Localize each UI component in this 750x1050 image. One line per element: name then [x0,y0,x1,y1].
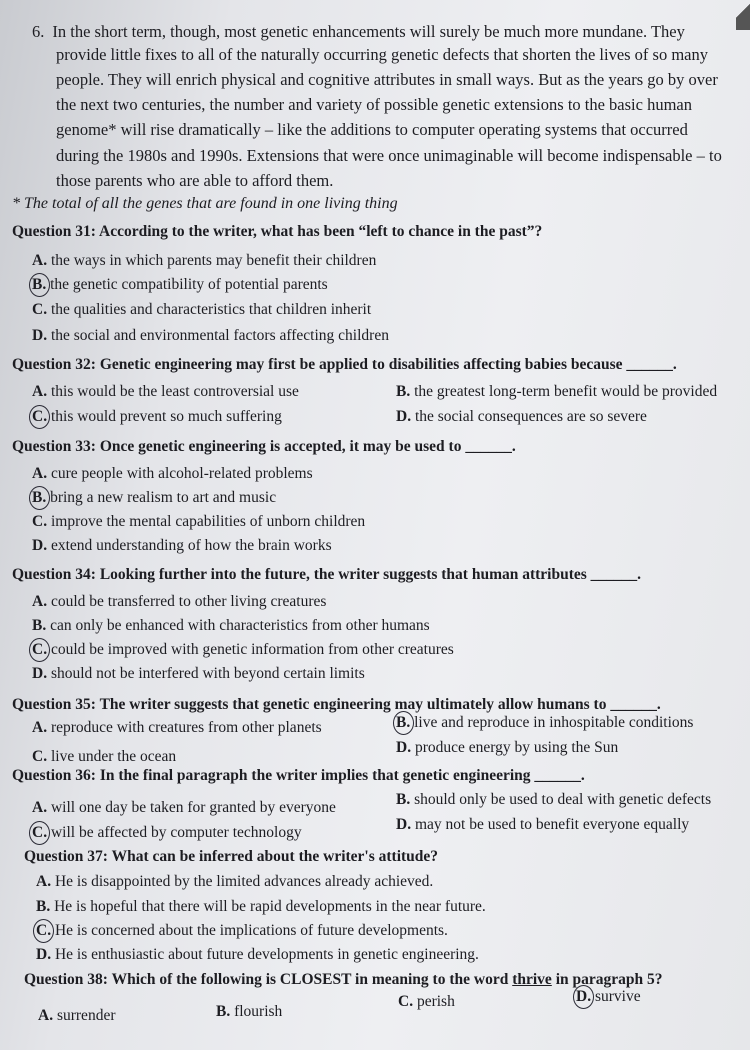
option-text: He is hopeful that there will be rapid developments in the near future. [54,898,486,915]
question-heading [12,222,542,242]
answer-option[interactable] [32,382,299,402]
answer-option[interactable] [32,640,454,660]
answer-option[interactable] [32,326,389,346]
passage-line [56,45,708,65]
option-letter: D. [396,739,412,756]
option-letter: D. [576,988,591,1005]
answer-option[interactable] [32,512,365,532]
answer-circle-mark [29,821,50,845]
option-letter: B. [32,489,46,506]
question-heading [12,565,641,585]
answer-circle-mark [29,273,50,297]
answer-option[interactable] [36,897,486,917]
answer-option[interactable] [38,1006,115,1026]
option-letter: B. [396,383,411,400]
answer-option[interactable] [32,664,365,684]
option-letter: B. [32,276,46,293]
passage-line-text: provide little fixes to all of the naturally occurring genetic defects that shorten the lives of so many [56,45,709,64]
option-text: live and reproduce in inhospitable conditions [414,714,694,731]
passage-line [56,146,746,166]
question-label: Question 33: [12,438,96,455]
answer-option[interactable] [396,713,693,733]
underlined-word: thrive [512,971,552,988]
option-letter: D. [32,327,48,344]
answer-option[interactable] [32,251,376,271]
option-letter: B. [32,617,47,634]
question-heading [24,970,663,990]
option-text: the genetic compatibility of potential parents [50,276,328,293]
answer-option[interactable] [32,823,302,843]
option-text: the qualities and characteristics that children inherit [50,301,372,318]
answer-circle-mark [29,486,50,510]
answer-option[interactable] [576,987,641,1007]
question-label: Question 35: [12,696,96,713]
question-text: The writer suggests that genetic engineering may ultimately allow humans to ______. [99,696,661,713]
option-text: He is concerned about the implications of future developments. [54,922,448,939]
option-letter: A. [32,465,48,482]
option-text: flourish [234,1003,283,1020]
question-label: Question 32: [12,356,96,373]
question-text: According to the writer, what has been “left to chance in the past”? [99,223,543,240]
option-letter: D. [396,816,412,833]
question-label: Question 36: [12,767,96,784]
passage-line-text: those parents who are able to afford them. [56,171,334,190]
answer-option[interactable] [396,738,618,758]
option-letter: B. [216,1003,231,1020]
question-text: What can be inferred about the writer's attitude? [111,848,439,865]
option-text: this would prevent so much suffering [50,408,282,425]
answer-option[interactable] [32,300,371,320]
option-text: could be improved with genetic information from other creatures [50,641,454,658]
option-letter: A. [32,719,48,736]
answer-option[interactable] [32,747,176,767]
answer-option[interactable] [32,798,336,818]
option-text: can only be enhanced with characteristics from other humans [50,617,430,634]
option-letter: C. [32,513,48,530]
answer-option[interactable] [396,382,717,402]
passage-line [56,171,746,191]
option-text: could be transferred to other living creatures [50,593,327,610]
answer-option[interactable] [396,790,711,810]
answer-option[interactable] [398,992,455,1012]
option-text: should only be used to deal with genetic defects [414,791,712,808]
answer-option[interactable] [32,592,326,612]
question-text: Once genetic engineering is accepted, it may be used to ______. [99,438,516,455]
answer-circle-mark [393,711,414,735]
question-label: Question 31: [12,223,96,240]
option-text: cure people with alcohol-related problems [50,465,313,482]
option-text: bring a new realism to art and music [50,489,277,506]
option-letter: A. [32,593,48,610]
option-letter: B. [36,898,51,915]
option-text: surrender [56,1007,116,1024]
question-text: Which of the following is CLOSEST in meaning to the word [111,971,513,988]
passage-line-text: people. They will enrich physical and cognitive attributes in small ways. But as the years go by over [56,70,718,89]
answer-option[interactable] [32,275,328,295]
option-text: the social and environmental factors affecting children [50,327,389,344]
passage-line-text: In the short term, though, most genetic enhancements will surely be much more mundane. They [52,22,685,41]
question-label: Question 38: [24,971,108,988]
question-heading [12,355,677,375]
passage-line-text: during the 1980s and 1990s. Extensions that were once unimaginable will become indispensable – to [56,146,722,165]
answer-circle-mark [29,638,50,662]
option-letter: D. [36,946,52,963]
option-letter: A. [32,799,48,816]
passage-line-text: genome* will rise dramatically – like the additions to computer operating systems that occurred [56,120,688,139]
question-text: Genetic engineering may first be applied to disabilities affecting babies because ______. [99,356,677,373]
footnote: * The total of all the genes that are found in one living thing [12,195,398,212]
paragraph-number: 6. [32,22,45,41]
option-letter: D. [32,537,48,554]
answer-option[interactable] [36,872,433,892]
answer-circle-mark [29,405,50,429]
option-letter: C. [32,301,48,318]
answer-option[interactable] [32,718,322,738]
option-text: reproduce with creatures from other planets [50,719,322,736]
option-text: perish [416,993,455,1010]
answer-option[interactable] [32,616,430,636]
option-text: live under the ocean [50,748,177,765]
option-text: should not be interfered with beyond certain limits [50,665,365,682]
question-label: Question 34: [12,566,96,583]
page-edge-shadow [736,0,750,30]
answer-circle-mark [573,985,594,1009]
option-letter: C. [32,748,48,765]
option-letter: C. [32,641,47,658]
passage-line [56,70,718,90]
answer-option[interactable] [32,464,313,484]
option-letter: C. [32,408,47,425]
option-letter: A. [32,383,48,400]
answer-option[interactable] [32,536,332,556]
option-text: survive [594,988,641,1005]
option-letter: A. [38,1007,54,1024]
answer-option[interactable] [32,488,276,508]
option-letter: B. [396,714,410,731]
answer-circle-mark [33,919,54,943]
option-text: improve the mental capabilities of unborn children [50,513,366,530]
option-text: extend understanding of how the brain works [50,537,332,554]
question-heading [24,847,438,867]
option-text: will be affected by computer technology [50,824,302,841]
question-text: Looking further into the future, the writer suggests that human attributes ______. [99,566,642,583]
option-text: the social consequences are so severe [414,408,647,425]
question-heading [12,766,585,786]
option-text: may not be used to benefit everyone equally [414,816,690,833]
option-letter: D. [32,665,48,682]
option-letter: C. [36,922,51,939]
question-heading [12,437,516,457]
passage-line [56,95,746,115]
answer-option[interactable] [396,815,689,835]
answer-option[interactable] [32,407,282,427]
option-text: He is enthusiastic about future developments in genetic engineering. [54,946,479,963]
answer-option[interactable] [396,407,647,427]
option-letter: D. [396,408,412,425]
question-heading [12,695,661,715]
question-label: Question 37: [24,848,108,865]
option-letter: A. [36,873,52,890]
passage-line [56,120,746,140]
passage-line [32,22,722,42]
option-text: the greatest long-term benefit would be provided [414,383,718,400]
option-text: this would be the least controversial use [50,383,299,400]
answer-option[interactable] [36,945,479,965]
passage-line-text: the next two centuries, the number and variety of possible genetic extensions to the basic human [56,95,692,114]
answer-option[interactable] [216,1002,282,1022]
question-text: In the final paragraph the writer implies that genetic engineering ______. [99,767,585,784]
option-text: produce energy by using the Sun [414,739,619,756]
option-text: He is disappointed by the limited advances already achieved. [54,873,434,890]
option-letter: A. [32,252,48,269]
option-letter: C. [398,993,414,1010]
option-letter: B. [396,791,411,808]
option-text: the ways in which parents may benefit their children [50,252,377,269]
question-text-end: in paragraph 5? [551,971,663,988]
option-text: will one day be taken for granted by everyone [50,799,336,816]
option-letter: C. [32,824,47,841]
answer-option[interactable] [36,921,448,941]
